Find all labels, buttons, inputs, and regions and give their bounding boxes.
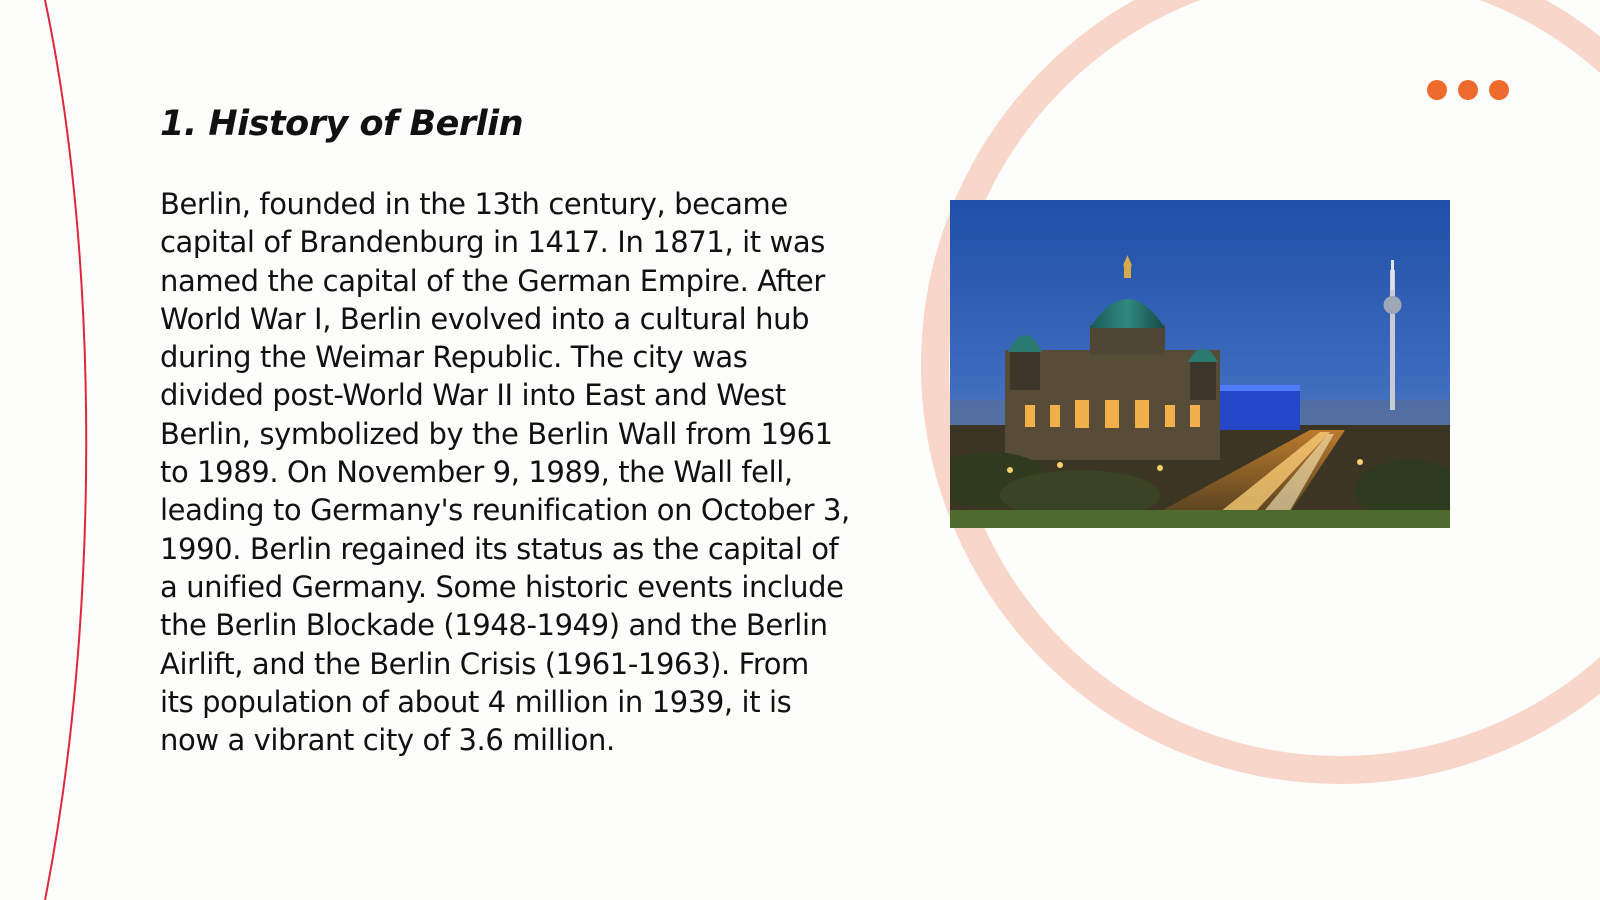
accent-dot <box>1458 80 1478 100</box>
berlin-cathedral-photo <box>950 200 1450 528</box>
slide-body-text: Berlin, founded in the 13th century, became capital of Brandenburg in 1417. In 1871, it was named the capital of the German Empire. After World War I, Berlin evolved into a cultural hub during the Weimar Republic. The city was divided post-World War II into East and West Berlin, symbolized by the Berlin Wall from 1961 to 1989. On November 9, 1989, the Wall fell, leading to Germany's reunification on October 3, 1990. Berlin regained its status as the capital of a unified Germany. Some historic events include the Berlin Blockade (1948-1949) and the Berlin Airlift, and the Berlin Crisis (1961-1963). From its population of about 4 million in 1939, it is now a vibrant city of 3.6 million. <box>160 187 850 758</box>
menu-dots <box>1427 80 1509 100</box>
accent-dot <box>1427 80 1447 100</box>
slide-title: 1. History of Berlin <box>160 104 524 144</box>
accent-dot <box>1489 80 1509 100</box>
left-red-curve <box>45 0 86 900</box>
